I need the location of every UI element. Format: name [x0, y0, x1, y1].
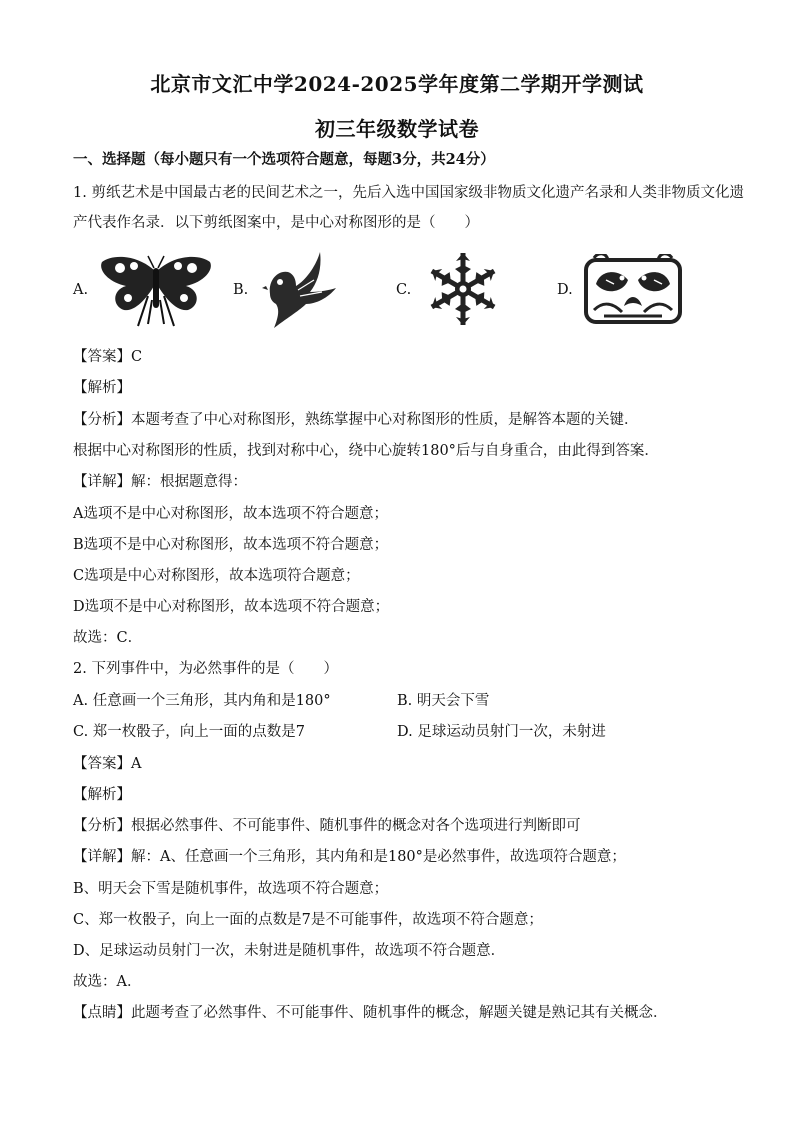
q1-stem-line1: 1. 剪纸艺术是中国最古老的民间艺术之一，先后入选中国国家级非物质文化遗产名录和人类非物质文化遗 — [73, 185, 744, 201]
q1-option-c-label: C. — [396, 282, 412, 298]
swallow-papercut-icon — [262, 250, 338, 330]
q2-detail-c: C、郑一枚骰子，向上一面的点数是7是不可能事件，故选项不符合题意； — [73, 912, 543, 928]
q1-analysis: 【分析】本题考查了中心对称图形，熟练掌握中心对称图形的性质，是解答本题的关键． — [73, 412, 639, 428]
q2-analysis: 【分析】根据必然事件、不可能事件、随机事件的概念对各个选项进行判断即可 — [73, 818, 581, 834]
q2-detail-b: B、明天会下雪是随机事件，故选项不符合题意； — [73, 881, 389, 897]
q1-detail-b: B选项不是中心对称图形，故本选项不符合题意； — [73, 537, 389, 553]
exam-subtitle: 初三年级数学试卷 — [315, 117, 479, 141]
q2-option-a: A. 任意画一个三角形，其内角和是180° — [73, 693, 331, 709]
q2-option-b: B. 明天会下雪 — [397, 693, 490, 709]
snowflake-papercut-icon — [418, 251, 508, 327]
q2-detail-a: 【详解】解：A、任意画一个三角形，其内角和是180°是必然事件，故选项符合题意； — [73, 849, 626, 865]
q2-answer: 【答案】A — [73, 756, 142, 772]
q1-detail-head: 【详解】解：根据题意得： — [73, 474, 247, 490]
exam-title: 北京市文汇中学2024-2025学年度第二学期开学测试 — [150, 72, 644, 96]
butterfly-papercut-icon — [98, 252, 214, 328]
q1-stem-line2: 产代表作名录．以下剪纸图案中，是中心对称图形的是（ ） — [73, 215, 479, 231]
q1-detail-a: A选项不是中心对称图形，故本选项不符合题意； — [73, 506, 388, 522]
q2-option-d: D. 足球运动员射门一次，未射进 — [397, 724, 606, 740]
q1-option-b-label: B. — [233, 282, 249, 298]
q1-detail-d: D选项不是中心对称图形，故本选项不符合题意； — [73, 599, 390, 615]
twin-fish-papercut-icon — [584, 254, 682, 326]
q1-detail-c: C选项是中心对称图形，故本选项符合题意； — [73, 568, 360, 584]
q1-analysis-head: 【解析】 — [73, 380, 131, 396]
q2-choice: 故选：A． — [73, 974, 142, 990]
q1-choice: 故选：C． — [73, 630, 143, 646]
q2-option-c: C. 郑一枚骰子，向上一面的点数是7 — [73, 724, 306, 740]
q1-analysis-line2: 根据中心对称图形的性质，找到对称中心，绕中心旋转180°后与自身重合，由此得到答案． — [73, 443, 659, 459]
section-heading: 一、选择题（每小题只有一个选项符合题意，每题3分，共24分） — [73, 151, 495, 168]
q1-answer: 【答案】C — [73, 349, 143, 365]
q1-option-a-label: A. — [73, 282, 89, 298]
q2-comment: 【点睛】此题考查了必然事件、不可能事件、随机事件的概念，解题关键是熟记其有关概念． — [73, 1005, 668, 1021]
q1-option-d-label: D. — [557, 282, 573, 298]
q2-stem: 2. 下列事件中，为必然事件的是（ ） — [73, 661, 338, 677]
q2-detail-d: D、足球运动员射门一次，未射进是随机事件，故选项不符合题意． — [73, 943, 506, 959]
q2-analysis-head: 【解析】 — [73, 787, 131, 803]
